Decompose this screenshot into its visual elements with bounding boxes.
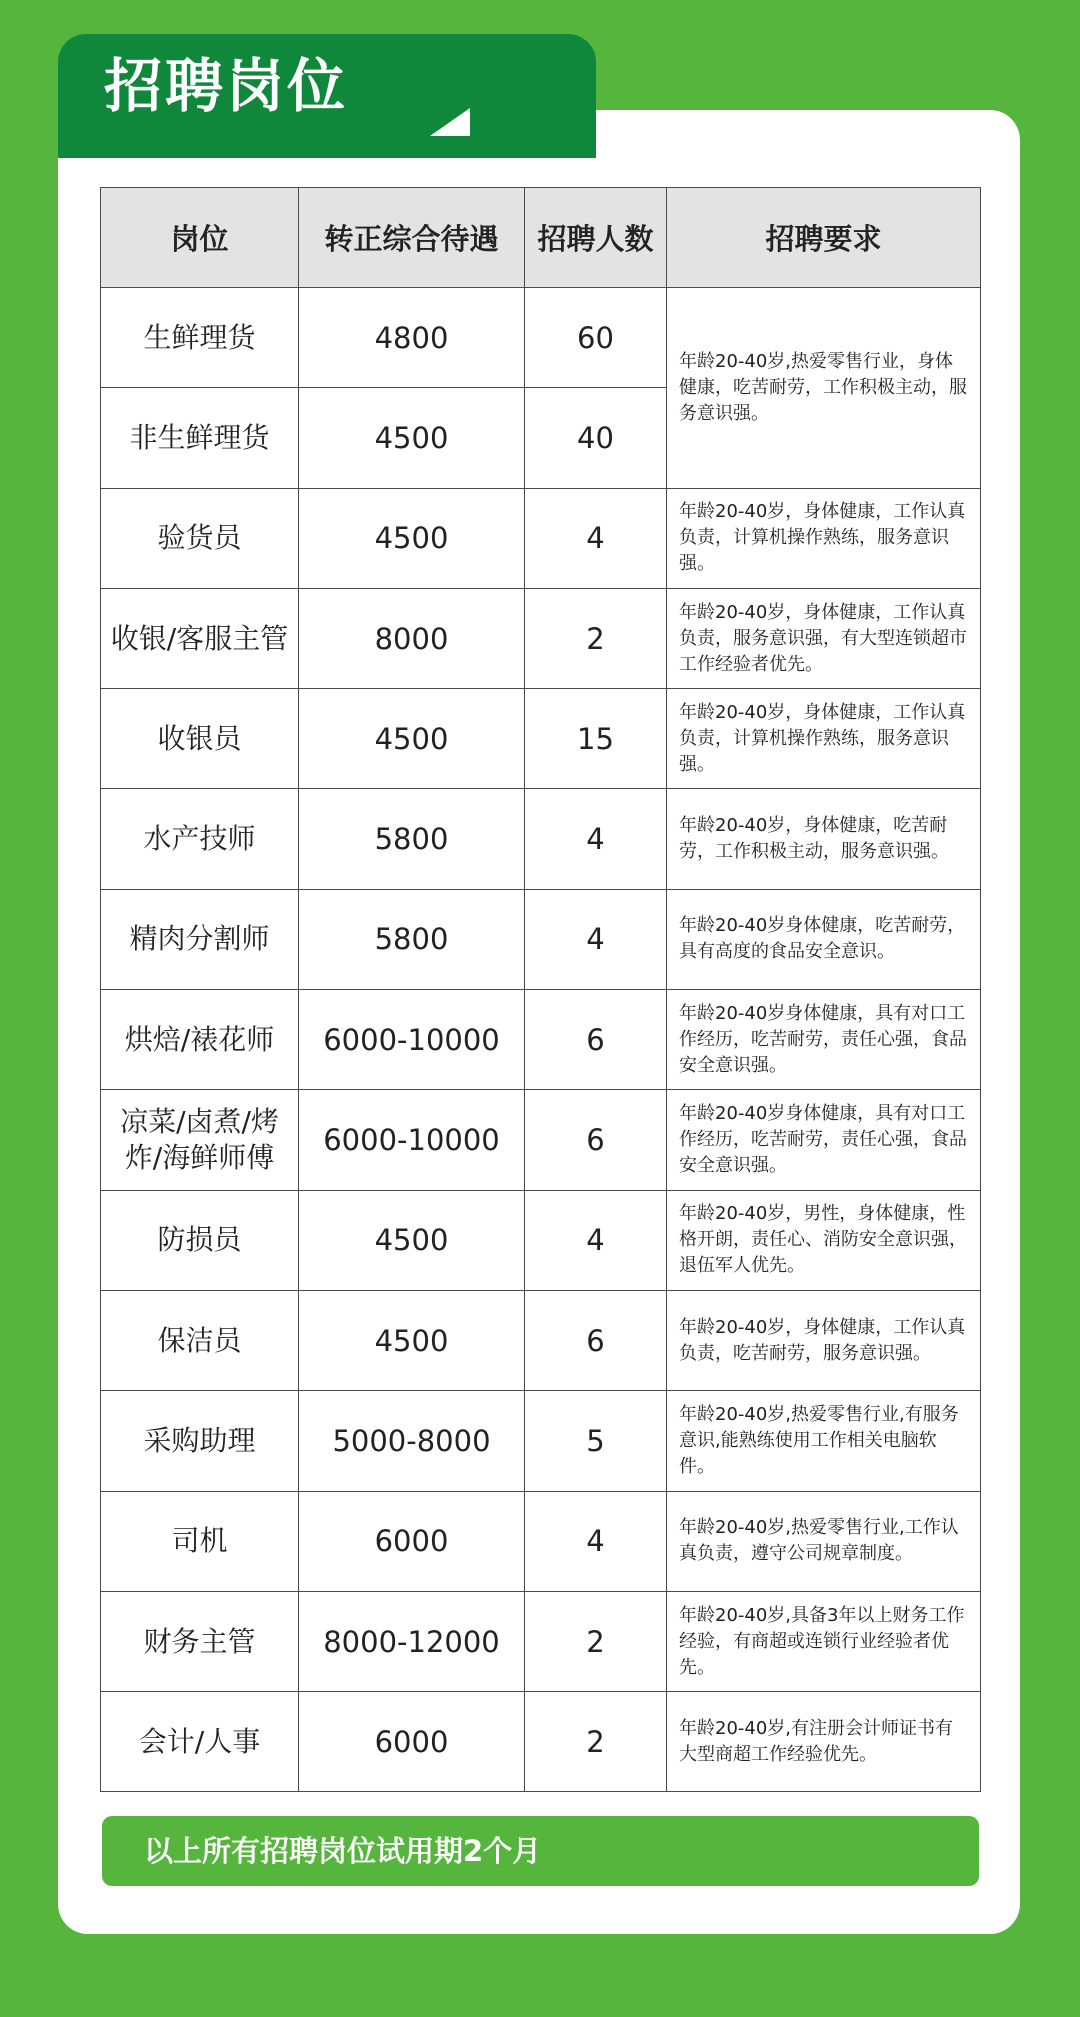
cell-position: 收银/客服主管 xyxy=(101,588,299,688)
header-salary: 转正综合待遇 xyxy=(299,188,525,288)
table-row xyxy=(101,1491,981,1591)
cell-count: 40 xyxy=(525,388,667,488)
cell-requirement: 年龄20-40岁，男性，身体健康，性格开朗，责任心、消防安全意识强，退伍军人优先。 xyxy=(667,1190,981,1290)
cell-position: 凉菜/卤煮/烤炸/海鲜师傅 xyxy=(101,1090,299,1190)
cell-count: 4 xyxy=(525,1491,667,1591)
table-row xyxy=(101,1692,981,1792)
cell-requirement: 年龄20-40岁，身体健康，工作认真负责，服务意识强，有大型连锁超市工作经验者优先。 xyxy=(667,588,981,688)
cell-position: 司机 xyxy=(101,1491,299,1591)
cell-position: 非生鲜理货 xyxy=(101,388,299,488)
table-row xyxy=(101,588,981,688)
table-row xyxy=(101,288,981,388)
recruitment-table xyxy=(100,187,981,1792)
cell-position: 烘焙/裱花师 xyxy=(101,990,299,1090)
table-row xyxy=(101,789,981,889)
cell-salary: 5800 xyxy=(299,889,525,989)
cell-salary: 4500 xyxy=(299,689,525,789)
footer-note: 以上所有招聘岗位试用期2个月 xyxy=(144,1834,542,1868)
cell-requirement: 年龄20-40岁,热爱零售行业，身体健康，吃苦耐劳，工作积极主动，服务意识强。 xyxy=(667,288,981,489)
cell-count: 6 xyxy=(525,1290,667,1390)
cell-count: 2 xyxy=(525,1692,667,1792)
cell-salary: 6000-10000 xyxy=(299,1090,525,1190)
table-row xyxy=(101,990,981,1090)
table-row xyxy=(101,889,981,989)
header-position: 岗位 xyxy=(101,188,299,288)
cell-salary: 4500 xyxy=(299,1190,525,1290)
header-count: 招聘人数 xyxy=(525,188,667,288)
table-row xyxy=(101,689,981,789)
cell-position: 防损员 xyxy=(101,1190,299,1290)
table-row xyxy=(101,1190,981,1290)
cell-salary: 8000-12000 xyxy=(299,1591,525,1691)
cell-position: 收银员 xyxy=(101,689,299,789)
cell-position: 保洁员 xyxy=(101,1290,299,1390)
cell-requirement: 年龄20-40岁身体健康，具有对口工作经历，吃苦耐劳，责任心强，食品安全意识强。 xyxy=(667,990,981,1090)
table-header-row xyxy=(101,188,981,288)
cell-requirement: 年龄20-40岁,具备3年以上财务工作经验，有商超或连锁行业经验者优先。 xyxy=(667,1591,981,1691)
cell-requirement: 年龄20-40岁，身体健康，工作认真负责，计算机操作熟练，服务意识强。 xyxy=(667,488,981,588)
cell-requirement: 年龄20-40岁,有注册会计师证书有大型商超工作经验优先。 xyxy=(667,1692,981,1792)
table-row xyxy=(101,1391,981,1491)
cell-salary: 6000 xyxy=(299,1692,525,1792)
cell-requirement: 年龄20-40岁，身体健康，工作认真负责，吃苦耐劳，服务意识强。 xyxy=(667,1290,981,1390)
table-row xyxy=(101,1090,981,1190)
cell-count: 4 xyxy=(525,789,667,889)
cell-count: 5 xyxy=(525,1391,667,1491)
cell-count: 4 xyxy=(525,889,667,989)
cell-salary: 5000-8000 xyxy=(299,1391,525,1491)
cell-position: 精肉分割师 xyxy=(101,889,299,989)
cell-requirement: 年龄20-40岁，身体健康，吃苦耐劳，工作积极主动，服务意识强。 xyxy=(667,789,981,889)
cell-position: 采购助理 xyxy=(101,1391,299,1491)
cell-position: 会计/人事 xyxy=(101,1692,299,1792)
cell-requirement: 年龄20-40岁,热爱零售行业,有服务意识,能熟练使用工作相关电脑软件。 xyxy=(667,1391,981,1491)
cell-count: 4 xyxy=(525,488,667,588)
cell-requirement: 年龄20-40岁身体健康，吃苦耐劳，具有高度的食品安全意识。 xyxy=(667,889,981,989)
cell-count: 4 xyxy=(525,1190,667,1290)
table-row xyxy=(101,1290,981,1390)
cell-count: 2 xyxy=(525,588,667,688)
cell-count: 15 xyxy=(525,689,667,789)
cell-salary: 5800 xyxy=(299,789,525,889)
table-row xyxy=(101,1591,981,1691)
header-requirement: 招聘要求 xyxy=(667,188,981,288)
cell-position: 水产技师 xyxy=(101,789,299,889)
cell-count: 2 xyxy=(525,1591,667,1691)
cell-salary: 8000 xyxy=(299,588,525,688)
cell-salary: 4800 xyxy=(299,288,525,388)
table-row xyxy=(101,488,981,588)
cell-position: 验货员 xyxy=(101,488,299,588)
page-title: 招聘岗位 xyxy=(104,52,349,120)
cell-salary: 6000-10000 xyxy=(299,990,525,1090)
cell-count: 6 xyxy=(525,1090,667,1190)
cell-salary: 4500 xyxy=(299,388,525,488)
cell-salary: 4500 xyxy=(299,1290,525,1390)
cell-position: 生鲜理货 xyxy=(101,288,299,388)
cell-count: 6 xyxy=(525,990,667,1090)
cell-requirement: 年龄20-40岁身体健康，具有对口工作经历，吃苦耐劳，责任心强，食品安全意识强。 xyxy=(667,1090,981,1190)
cell-count: 60 xyxy=(525,288,667,388)
cell-requirement: 年龄20-40岁,热爱零售行业,工作认真负责，遵守公司规章制度。 xyxy=(667,1491,981,1591)
title-tab-slant xyxy=(430,108,470,136)
cell-salary: 6000 xyxy=(299,1491,525,1591)
cell-salary: 4500 xyxy=(299,488,525,588)
cell-position: 财务主管 xyxy=(101,1591,299,1691)
cell-requirement: 年龄20-40岁，身体健康，工作认真负责，计算机操作熟练，服务意识强。 xyxy=(667,689,981,789)
